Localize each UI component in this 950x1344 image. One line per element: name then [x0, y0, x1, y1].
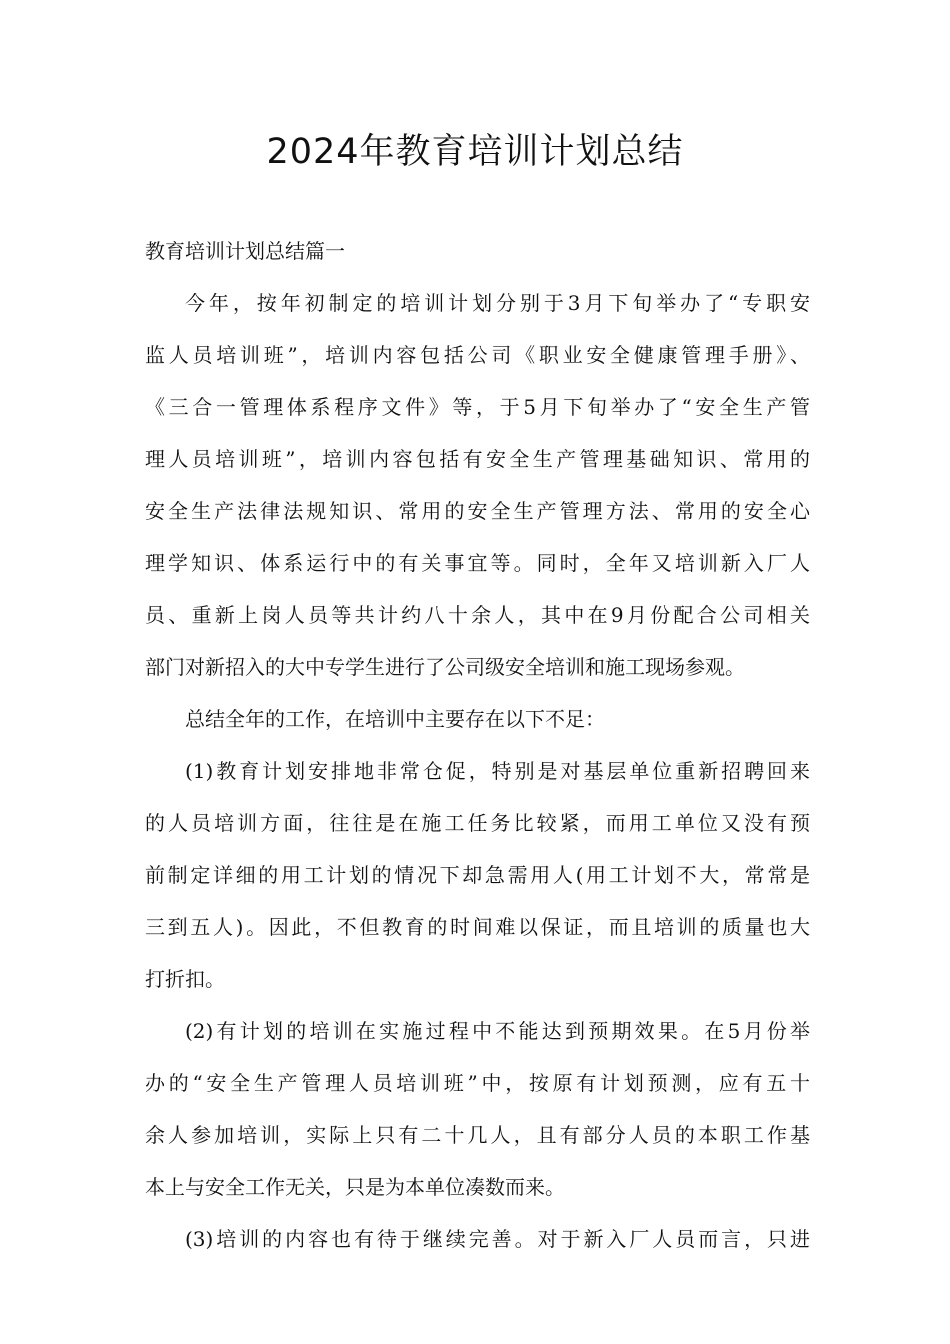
- text-line: (2)有计划的培训在实施过程中不能达到预期效果。在5月份举: [185, 1019, 810, 1043]
- text-line: 办的“安全生产管理人员培训班”中，按原有计划预测，应有五十: [145, 1071, 810, 1095]
- text-line: 员、重新上岗人员等共计约八十余人，其中在9月份配合公司相关: [145, 603, 810, 627]
- text-line: 的人员培训方面，往往是在施工任务比较紧，而用工单位又没有预: [145, 811, 810, 835]
- text-line: 理学知识、体系运行中的有关事宜等。同时，全年又培训新入厂人: [145, 551, 810, 575]
- text-line: (1)教育计划安排地非常仓促，特别是对基层单位重新招聘回来: [185, 759, 810, 783]
- text-line: 本上与安全工作无关，只是为本单位凑数而来。: [145, 1175, 565, 1199]
- document-title: 2024年教育培训计划总结: [266, 132, 684, 172]
- text-line: 部门对新招入的大中专学生进行了公司级安全培训和施工现场参观。: [145, 655, 745, 679]
- text-line: 《三合一管理体系程序文件》等，于5月下旬举办了“安全生产管: [145, 395, 810, 419]
- text-line: 打折扣。: [145, 967, 225, 991]
- text-line: 今年，按年初制定的培训计划分别于3月下旬举办了“专职安: [185, 291, 810, 315]
- section-heading: 教育培训计划总结篇一: [145, 239, 345, 263]
- text-line: 前制定详细的用工计划的情况下却急需用人(用工计划不大，常常是: [145, 863, 810, 887]
- text-line: 余人参加培训，实际上只有二十几人，且有部分人员的本职工作基: [145, 1123, 810, 1147]
- paragraph-point-3: [145, 1213, 810, 1265]
- paragraph-point-2: [145, 1005, 810, 1213]
- paragraph-summary: [145, 277, 810, 693]
- document-body: [145, 225, 810, 1265]
- text-line: 监人员培训班”，培训内容包括公司《职业安全健康管理手册》、: [145, 343, 810, 367]
- text-line: 三到五人)。因此，不但教育的时间难以保证，而且培训的质量也大: [145, 915, 810, 939]
- text-line: 总结全年的工作，在培训中主要存在以下不足：: [185, 707, 605, 731]
- text-line: 安全生产法律法规知识、常用的安全生产管理方法、常用的安全心: [145, 499, 810, 523]
- text-line: (3)培训的内容也有待于继续完善。对于新入厂人员而言，只进: [185, 1227, 810, 1251]
- paragraph-point-1: [145, 745, 810, 1005]
- paragraph-shortcomings-intro: [145, 693, 810, 745]
- text-line: 理人员培训班”，培训内容包括有安全生产管理基础知识、常用的: [145, 447, 810, 471]
